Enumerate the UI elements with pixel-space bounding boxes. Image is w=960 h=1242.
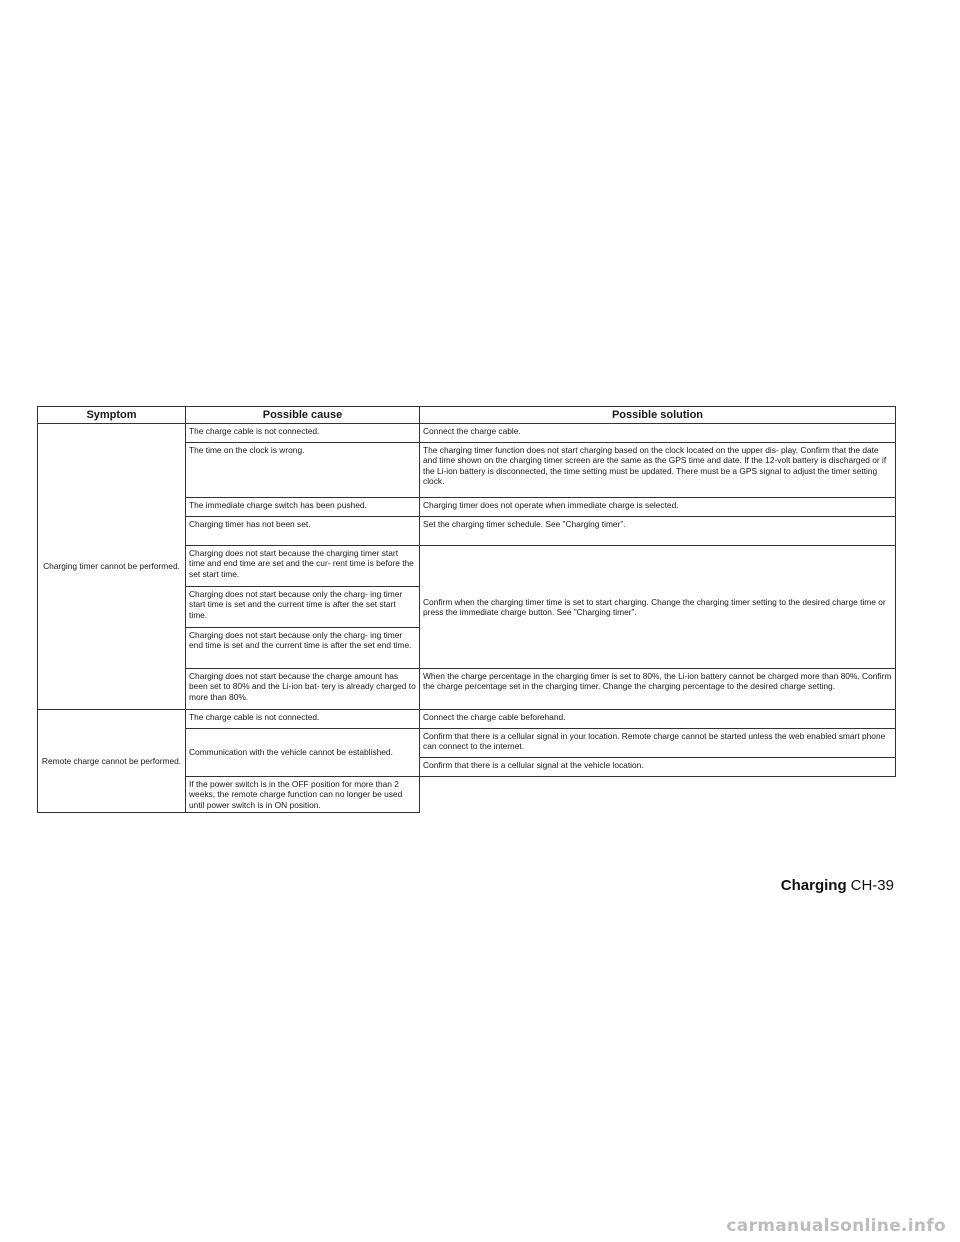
cause-cell: Charging does not start because only the charg- ing timer end time is set and the current time is after the set end time. xyxy=(186,628,420,669)
cause-cell: Charging does not start because the charging timer start time and end time are set and the cur- rent time is before the set start time. xyxy=(186,546,420,587)
solution-cell: If the power switch is in the OFF position for more than 2 weeks, the remote charge function can no longer be used until power switch is in ON position. xyxy=(186,777,420,813)
page-number: CH-39 xyxy=(850,877,894,894)
cause-cell: Communication with the vehicle cannot be established. xyxy=(186,729,420,777)
page-footer xyxy=(781,877,894,894)
solution-cell: Set the charging timer schedule. See ”Charging timer”. xyxy=(420,517,896,546)
table-row xyxy=(38,424,896,443)
header-possible-cause: Possible cause xyxy=(186,407,420,424)
solution-cell: Connect the charge cable beforehand. xyxy=(420,710,896,729)
cause-cell: The charge cable is not connected. xyxy=(186,424,420,443)
cause-cell: Charging timer has not been set. xyxy=(186,517,420,546)
troubleshooting-table xyxy=(37,406,896,813)
symptom-cell: Remote charge cannot be performed. xyxy=(38,710,186,813)
solution-cell: Charging timer does not operate when immediate charge is selected. xyxy=(420,498,896,517)
solution-cell: Connect the charge cable. xyxy=(420,424,896,443)
solution-cell: Confirm when the charging timer time is set to start charging. Change the charging timer setting to the desired charge time or press the immediate charge button. See ”Charging timer”. xyxy=(420,546,896,669)
table-row xyxy=(38,710,896,729)
symptom-cell: Charging timer cannot be performed. xyxy=(38,424,186,710)
cause-cell: The charge cable is not connected. xyxy=(186,710,420,729)
footer-section-title: Charging xyxy=(780,877,847,894)
solution-cell: Confirm that there is a cellular signal at the vehicle location. xyxy=(420,758,896,777)
cause-cell: Charging does not start because only the charg- ing timer start time is set and the current time is after the set start time. xyxy=(186,587,420,628)
cause-cell: Charging does not start because the charge amount has been set to 80% and the Li-ion bat- tery is already charged to more than 80%. xyxy=(186,669,420,710)
table-header-row xyxy=(38,407,896,424)
solution-cell: Confirm that there is a cellular signal in your location. Remote charge cannot be started unless the web enabled smart phone can connect to the internet. xyxy=(420,729,896,758)
cause-cell: The time on the clock is wrong. xyxy=(186,443,420,498)
cause-cell: The immediate charge switch has been pushed. xyxy=(186,498,420,517)
watermark: carmanualsonline.info xyxy=(726,1216,946,1236)
solution-cell: When the charge percentage in the charging timer is set to 80%, the Li-ion battery cannot be charged more than 80%. Confirm the charge percentage set in the charging timer. Change the charging percentage to the desired charge setting. xyxy=(420,669,896,710)
header-possible-solution: Possible solution xyxy=(420,407,896,424)
solution-cell: The charging timer function does not start charging based on the clock located on the upper dis- play. Confirm that the date and time shown on the charging timer screen are the same as the GPS time and date. If the 12-volt battery is discharged or if the Li-ion battery is disconnected, the time setting must be updated. There must be a GPS signal to adjust the timer setting clock. xyxy=(420,443,896,498)
header-symptom: Symptom xyxy=(38,407,186,424)
